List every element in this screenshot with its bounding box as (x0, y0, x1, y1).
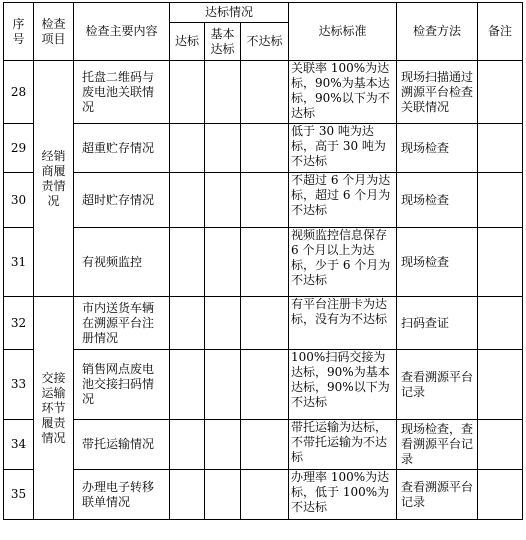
status-basic-cell (205, 350, 241, 420)
status-pass-cell (170, 228, 205, 297)
status-basic-cell (205, 124, 241, 173)
row-content: 超时贮存情况 (74, 173, 170, 228)
status-fail-cell (241, 124, 289, 173)
row-no: 29 (4, 124, 34, 173)
status-pass-cell (170, 350, 205, 420)
status-fail-cell (241, 420, 289, 470)
header-standard: 达标标准 (289, 3, 397, 61)
status-fail-cell (241, 297, 289, 350)
row-content: 超重贮存情况 (74, 124, 170, 173)
status-basic-cell (205, 61, 241, 124)
header-status-basic: 基本达标 (205, 23, 241, 61)
row-content: 办理电子转移联单情况 (74, 470, 170, 520)
header-status-fail: 不达标 (241, 23, 289, 61)
row-standard: 办理率 100%为达标，低于 100%为不达标 (289, 470, 397, 520)
row-method: 查看溯源平台记录 (397, 470, 478, 520)
remark-cell (478, 297, 523, 350)
status-pass-cell (170, 420, 205, 470)
row-method: 现场检查 (397, 228, 478, 297)
group-label: 经销商履责情况 (34, 61, 74, 297)
status-fail-cell (241, 228, 289, 297)
inspection-table-page (3, 2, 522, 537)
row-no: 32 (4, 297, 34, 350)
status-fail-cell (241, 350, 289, 420)
status-pass-cell (170, 470, 205, 520)
row-method: 扫码查证 (397, 297, 478, 350)
row-method: 查看溯源平台记录 (397, 350, 478, 420)
header-method: 检查方法 (397, 3, 478, 61)
table-row (4, 297, 523, 350)
table-row (4, 173, 523, 228)
row-content: 市内送货车辆在溯源平台注册情况 (74, 297, 170, 350)
header-content: 检查主要内容 (74, 3, 170, 61)
row-method: 现场检查 (397, 124, 478, 173)
row-method: 现场扫描通过溯源平台检查关联情况 (397, 61, 478, 124)
table-row (4, 420, 523, 470)
status-basic-cell (205, 470, 241, 520)
row-no: 31 (4, 228, 34, 297)
remark-cell (478, 61, 523, 124)
status-pass-cell (170, 297, 205, 350)
header-item: 检查项目 (34, 3, 74, 61)
row-content: 带托运输情况 (74, 420, 170, 470)
status-pass-cell (170, 61, 205, 124)
status-basic-cell (205, 420, 241, 470)
group-label: 交接运输环节履责情况 (34, 297, 74, 520)
row-standard: 100%扫码交接为达标，90%为基本达标，90%以下为不达标 (289, 350, 397, 420)
status-basic-cell (205, 173, 241, 228)
row-standard: 带托运输为达标，不带托运输为不达标 (289, 420, 397, 470)
table-row (4, 124, 523, 173)
status-pass-cell (170, 173, 205, 228)
row-method: 现场检查 (397, 173, 478, 228)
status-pass-cell (170, 124, 205, 173)
row-standard: 视频监控信息保存 6 个月以上为达标，少于 6 个月为不达标 (289, 228, 397, 297)
row-no: 30 (4, 173, 34, 228)
status-fail-cell (241, 173, 289, 228)
row-standard: 关联率 100%为达标，90%为基本达标，90%以下为不达标 (289, 61, 397, 124)
remark-cell (478, 350, 523, 420)
header-status-group: 达标情况 (170, 3, 289, 23)
table-row (4, 470, 523, 520)
row-content: 销售网点废电池交接扫码情况 (74, 350, 170, 420)
remark-cell (478, 420, 523, 470)
remark-cell (478, 228, 523, 297)
row-no: 35 (4, 470, 34, 520)
table-row (4, 350, 523, 420)
inspection-table (3, 2, 523, 520)
status-basic-cell (205, 228, 241, 297)
remark-cell (478, 124, 523, 173)
remark-cell (478, 470, 523, 520)
table-row (4, 61, 523, 124)
row-method: 现场检查，查看溯源平台记录 (397, 420, 478, 470)
row-content: 有视频监控 (74, 228, 170, 297)
row-no: 28 (4, 61, 34, 124)
row-standard: 低于 30 吨为达标，高于 30 吨为不达标 (289, 124, 397, 173)
header-remark: 备注 (478, 3, 523, 61)
header-no: 序号 (4, 3, 34, 61)
row-content: 托盘二维码与废电池关联情况 (74, 61, 170, 124)
table-row (4, 228, 523, 297)
row-standard: 不超过 6 个月为达标，超过 6 个月为不达标 (289, 173, 397, 228)
status-basic-cell (205, 297, 241, 350)
remark-cell (478, 173, 523, 228)
status-fail-cell (241, 470, 289, 520)
header-row (4, 3, 523, 23)
row-standard: 有平台注册卡为达标，没有为不达标 (289, 297, 397, 350)
row-no: 33 (4, 350, 34, 420)
header-status-pass: 达标 (170, 23, 205, 61)
status-fail-cell (241, 61, 289, 124)
row-no: 34 (4, 420, 34, 470)
